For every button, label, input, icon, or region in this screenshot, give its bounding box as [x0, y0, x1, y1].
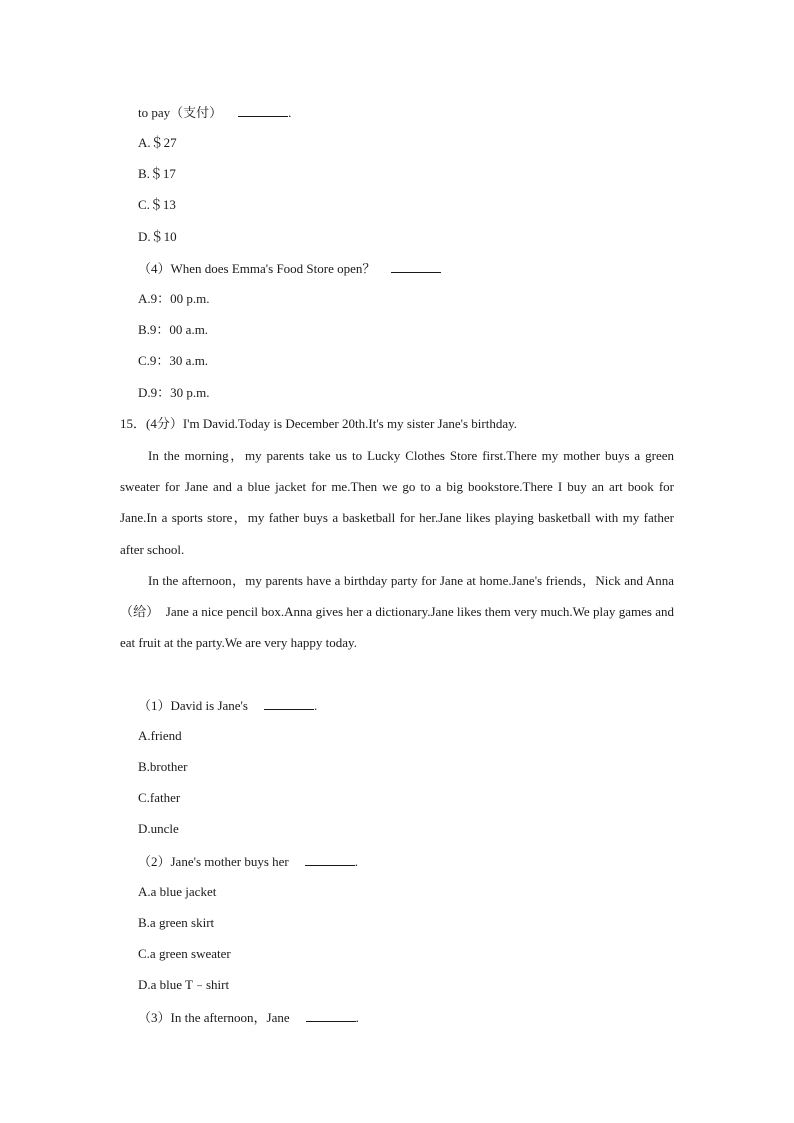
option-a: A.＄27	[138, 135, 177, 150]
question-4	[138, 260, 441, 277]
answer-blank[interactable]	[391, 260, 441, 273]
option-a: A.friend	[138, 728, 182, 743]
question-4-stem: （4）When does Emma's Food Store open？	[138, 261, 376, 276]
question-15-heading: 15．(4分）I'm David.Today is December 20th.It's my sister Jane's birthday.	[120, 416, 518, 431]
option-b: B.＄17	[138, 166, 176, 181]
option-d: D.a blue T﹣shirt	[138, 977, 230, 992]
option-a: A.9：00 p.m.	[138, 291, 210, 306]
option-a: A.a blue jacket	[138, 884, 217, 899]
answer-blank[interactable]	[264, 697, 314, 710]
question-stem-continuation	[138, 104, 291, 121]
question-15-1	[138, 697, 317, 714]
option-b: B.a green skirt	[138, 915, 215, 930]
blank-period: .	[354, 854, 358, 869]
question-15-2	[138, 853, 358, 870]
answer-blank[interactable]	[306, 1009, 356, 1022]
option-c: C.9：30 a.m.	[138, 353, 209, 368]
option-c: C.a green sweater	[138, 946, 231, 961]
option-c: C.father	[138, 790, 181, 805]
passage-paragraph-2: In the afternoon，my parents have a birthday party for Jane at home.Jane's friends，Nick and Anna（给） Jane a nice pencil box.Anna gives her a dictionary.Jane likes them very much.We play games and eat fruit at the party.We are very happy today.	[120, 573, 674, 651]
answer-blank[interactable]	[238, 104, 288, 117]
answer-blank[interactable]	[305, 853, 355, 866]
question-stem-text: （3）In the afternoon，Jane	[138, 1010, 290, 1025]
option-b: B.brother	[138, 759, 188, 774]
blank-period: .	[355, 1010, 359, 1025]
question-stem-text: （1）David is Jane's	[138, 698, 248, 713]
question-stem-text: to pay（支付）	[138, 105, 223, 120]
question-stem-text: （2）Jane's mother buys her	[138, 854, 289, 869]
blank-period: .	[313, 698, 318, 713]
option-b: B.9：00 a.m.	[138, 322, 209, 337]
option-d: D.＄10	[138, 229, 177, 244]
passage-paragraph-1: In the morning，my parents take us to Lucky Clothes Store first.There my mother buys a green sweater for Jane and a blue jacket for me.Then we go to a big bookstore.There I buy an art book for Jane.In a sports store，my father buys a basketball for her.Jane likes playing basketball with my father after school.	[120, 448, 674, 557]
option-d: D.9：30 p.m.	[138, 385, 210, 400]
option-c: C.＄13	[138, 197, 176, 212]
question-15-3	[138, 1009, 359, 1026]
blank-period: .	[288, 105, 292, 120]
option-d: D.uncle	[138, 821, 179, 836]
